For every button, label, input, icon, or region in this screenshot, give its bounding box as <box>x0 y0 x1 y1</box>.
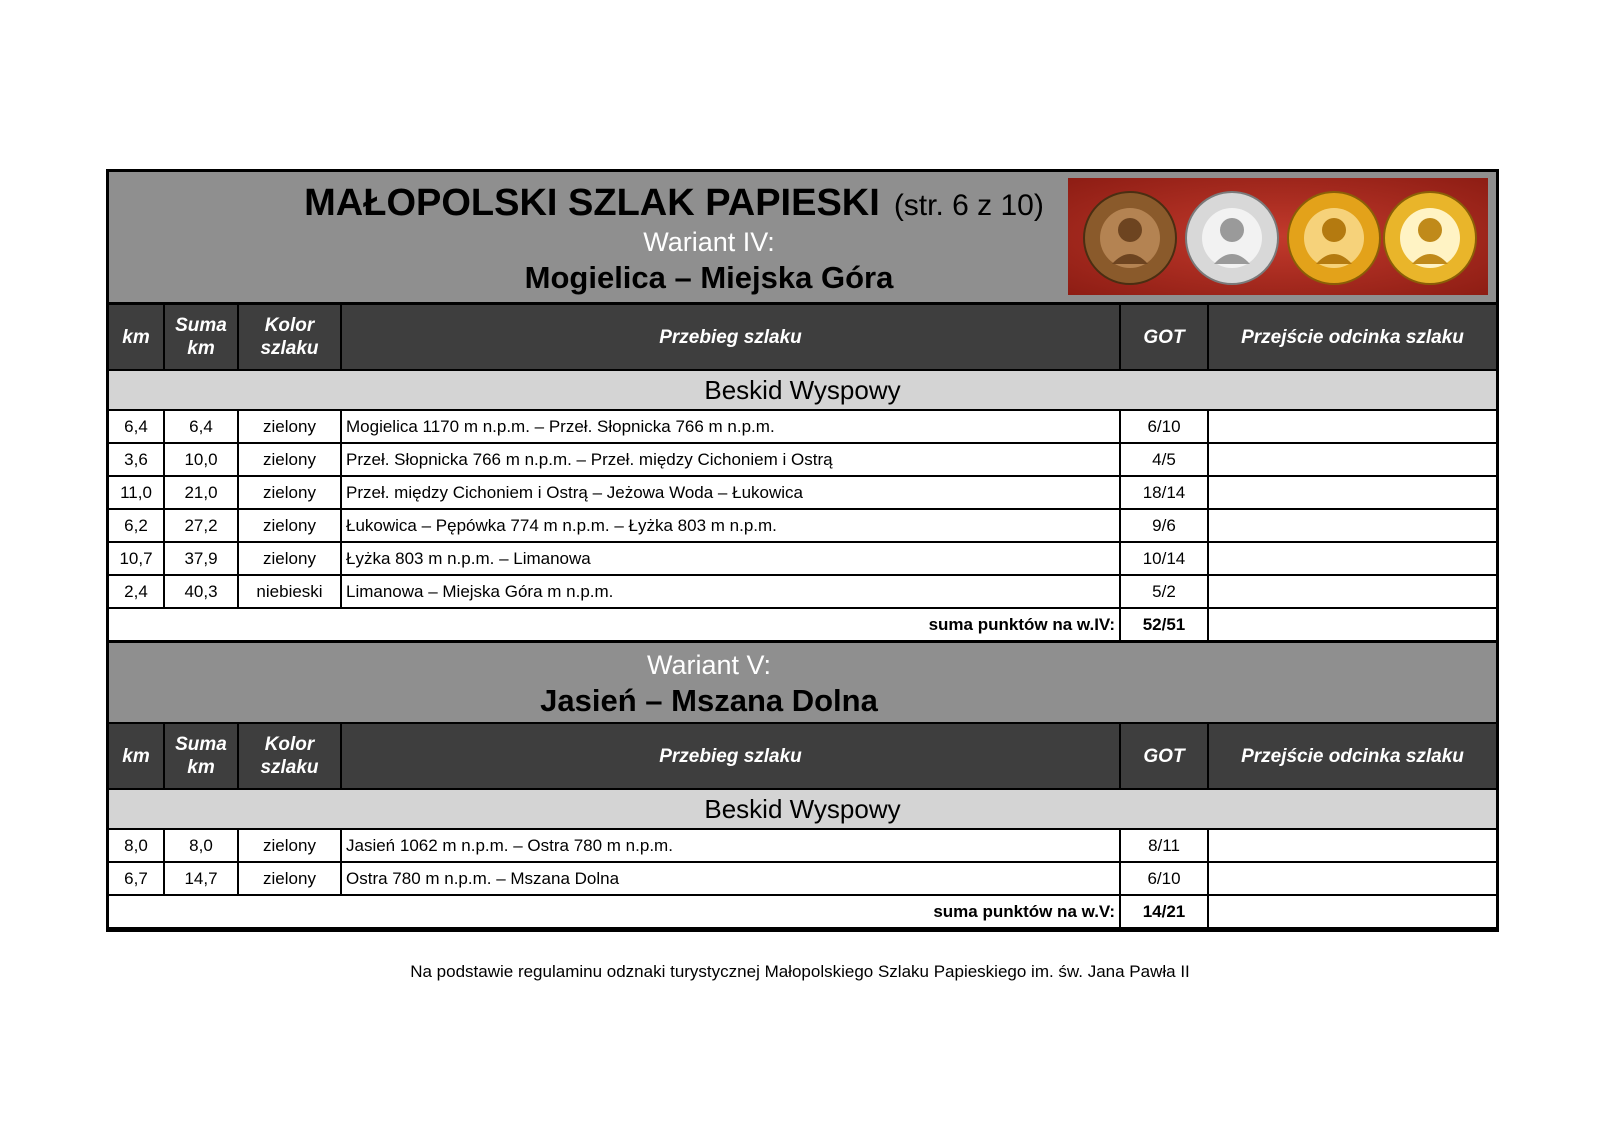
cell-przebieg: Przeł. Słopnicka 766 m n.p.m. – Przeł. między Cichoniem i Ostrą <box>341 443 1120 476</box>
route-sheet <box>106 169 1499 932</box>
cell-got: 10/14 <box>1120 542 1208 575</box>
header-label: Kolor <box>264 315 315 336</box>
cell-got: 6/10 <box>1120 862 1208 895</box>
cell-przebieg: Ostra 780 m n.p.m. – Mszana Dolna <box>341 862 1120 895</box>
variant-v-name: Wariant V: <box>646 650 772 680</box>
cell-km: 6,7 <box>109 862 164 895</box>
cell-przebieg: Jasień 1062 m n.p.m. – Ostra 780 m n.p.m. <box>341 829 1120 862</box>
cell-suma: 10,0 <box>164 443 238 476</box>
cell-kolor: zielony <box>238 509 341 542</box>
cell-km: 8,0 <box>109 829 164 862</box>
badge-bronze <box>1084 192 1176 284</box>
variant-iv-name: Wariant IV: <box>643 227 775 257</box>
cell-km: 3,6 <box>109 443 164 476</box>
table-row <box>109 410 1496 443</box>
cell-got: 5/2 <box>1120 575 1208 608</box>
page-info: (str. 6 z 10) <box>893 189 1044 222</box>
table-row <box>109 575 1496 608</box>
table-row <box>109 829 1496 862</box>
variant-iv-table <box>109 305 1496 642</box>
table-row <box>109 862 1496 895</box>
cell-przejscie[interactable] <box>1208 509 1496 542</box>
col-got: GOT <box>1120 305 1208 370</box>
cell-kolor: zielony <box>238 862 341 895</box>
cell-got: 9/6 <box>1120 509 1208 542</box>
sum-blank <box>1208 895 1496 928</box>
variant-v-route: Jasień – Mszana Dolna <box>540 683 878 718</box>
col-km: km <box>109 305 164 370</box>
header-label: km <box>187 338 215 359</box>
sum-label: suma punktów na w.V: <box>109 895 1120 928</box>
cell-km: 10,7 <box>109 542 164 575</box>
cell-km: 2,4 <box>109 575 164 608</box>
header-label: szlaku <box>260 338 319 359</box>
cell-przejscie[interactable] <box>1208 410 1496 443</box>
cell-suma: 27,2 <box>164 509 238 542</box>
variant-v-band <box>109 642 1496 724</box>
header-label: Suma <box>175 315 227 336</box>
cell-got: 8/11 <box>1120 829 1208 862</box>
cell-przejscie[interactable] <box>1208 862 1496 895</box>
col-przejscie: Przejście odcinka szlaku <box>1208 724 1496 789</box>
sum-row <box>109 608 1496 641</box>
badge-gold-large <box>1384 192 1476 284</box>
cell-suma: 8,0 <box>164 829 238 862</box>
cell-przebieg: Mogielica 1170 m n.p.m. – Przeł. Słopnicka 766 m n.p.m. <box>341 410 1120 443</box>
table-row <box>109 443 1496 476</box>
column-header-row <box>109 305 1496 370</box>
cell-kolor: zielony <box>238 829 341 862</box>
footer-note: Na podstawie regulaminu odznaki turystycznej Małopolskiego Szlaku Papieskiego im. św. Jana Pawła II <box>410 962 1190 981</box>
title-band <box>109 172 1496 305</box>
cell-kolor: zielony <box>238 476 341 509</box>
variant-v-table <box>109 724 1496 929</box>
col-przebieg: Przebieg szlaku <box>341 724 1120 789</box>
table-row <box>109 509 1496 542</box>
cell-km: 6,2 <box>109 509 164 542</box>
cell-suma: 14,7 <box>164 862 238 895</box>
cell-kolor: zielony <box>238 542 341 575</box>
region-row <box>109 789 1496 829</box>
cell-suma: 21,0 <box>164 476 238 509</box>
col-przebieg: Przebieg szlaku <box>341 305 1120 370</box>
header-label: Suma <box>175 734 227 755</box>
cell-przejscie[interactable] <box>1208 575 1496 608</box>
col-km: km <box>109 724 164 789</box>
variant-iv-route: Mogielica – Miejska Góra <box>524 260 894 295</box>
cell-kolor: zielony <box>238 443 341 476</box>
cell-kolor: zielony <box>238 410 341 443</box>
cell-got: 4/5 <box>1120 443 1208 476</box>
sum-label: suma punktów na w.IV: <box>109 608 1120 641</box>
badge-gold <box>1288 192 1380 284</box>
sum-value: 14/21 <box>1120 895 1208 928</box>
col-got: GOT <box>1120 724 1208 789</box>
col-suma-km <box>164 305 238 370</box>
cell-przejscie[interactable] <box>1208 542 1496 575</box>
table-row <box>109 476 1496 509</box>
cell-got: 6/10 <box>1120 410 1208 443</box>
col-kolor <box>238 305 341 370</box>
cell-got: 18/14 <box>1120 476 1208 509</box>
cell-przebieg: Łyżka 803 m n.p.m. – Limanowa <box>341 542 1120 575</box>
cell-kolor: niebieski <box>238 575 341 608</box>
col-kolor <box>238 724 341 789</box>
cell-suma: 40,3 <box>164 575 238 608</box>
header-label: km <box>187 757 215 778</box>
sum-blank <box>1208 608 1496 641</box>
cell-przebieg: Przeł. między Cichoniem i Ostrą – Jeżowa Woda – Łukowica <box>341 476 1120 509</box>
col-przejscie: Przejście odcinka szlaku <box>1208 305 1496 370</box>
cell-km: 6,4 <box>109 410 164 443</box>
cell-przejscie[interactable] <box>1208 829 1496 862</box>
cell-suma: 37,9 <box>164 542 238 575</box>
cell-km: 11,0 <box>109 476 164 509</box>
region-label: Beskid Wyspowy <box>109 370 1496 410</box>
table-row <box>109 542 1496 575</box>
badge-silver <box>1186 192 1278 284</box>
papal-trail-badges-logo <box>1068 178 1488 295</box>
cell-przebieg: Łukowica – Pępówka 774 m n.p.m. – Łyżka 803 m n.p.m. <box>341 509 1120 542</box>
cell-przebieg: Limanowa – Miejska Góra m n.p.m. <box>341 575 1120 608</box>
cell-przejscie[interactable] <box>1208 476 1496 509</box>
sum-value: 52/51 <box>1120 608 1208 641</box>
cell-suma: 6,4 <box>164 410 238 443</box>
title-text: MAŁOPOLSKI SZLAK PAPIESKI <box>304 182 880 224</box>
region-row <box>109 370 1496 410</box>
header-label: Kolor <box>264 734 315 755</box>
sum-row <box>109 895 1496 928</box>
header-label: szlaku <box>260 757 319 778</box>
col-suma-km <box>164 724 238 789</box>
cell-przejscie[interactable] <box>1208 443 1496 476</box>
column-header-row <box>109 724 1496 789</box>
region-label: Beskid Wyspowy <box>109 789 1496 829</box>
